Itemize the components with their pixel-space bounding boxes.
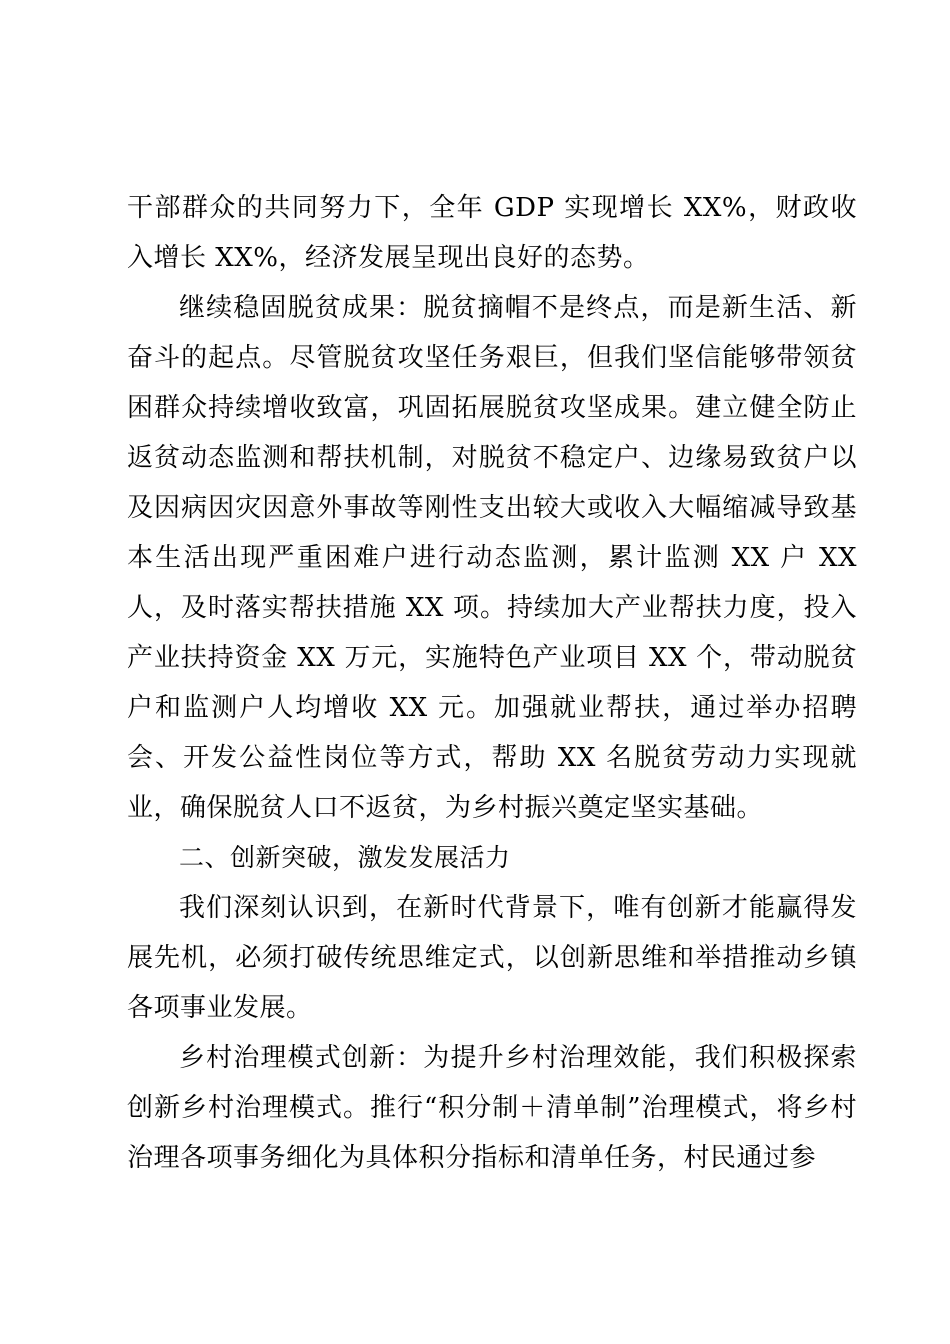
document-body	[127, 183, 857, 1183]
paragraph-continuation: 干部群众的共同努力下，全年 GDP 实现增长 XX%，财政收入增长 XX%，经济发展呈现出良好的态势。	[127, 193, 857, 273]
paragraph-poverty-results: 继续稳固脱贫成果：脱贫摘帽不是终点，而是新生活、新奋斗的起点。尽管脱贫攻坚任务艰巨，但我们坚信能够带领贫困群众持续增收致富，巩固拓展脱贫攻坚成果。建立健全防止返贫动态监测和帮扶机制，对脱贫不稳定户、边缘易致贫户以及因病因灾因意外事故等刚性支出较大或收入大幅缩减导致基本生活出现严重困难户进行动态监测，累计监测 XX 户 XX 人，及时落实帮扶措施 XX 项。持续加大产业帮扶力度，投入产业扶持资金 XX 万元，实施特色产业项目 XX 个，带动脱贫户和监测户人均增收 XX 元。加强就业帮扶，通过举办招聘会、开发公益性岗位等方式，帮助 XX 名脱贫劳动力实现就业，确保脱贫人口不返贫，为乡村振兴奠定坚实基础。	[127, 293, 857, 823]
section-heading-innovation: 二、创新突破，激发发展活力	[179, 843, 511, 872]
paragraph-governance-innovation: 乡村治理模式创新：为提升乡村治理效能，我们积极探索创新乡村治理模式。推行“积分制＋清单制”治理模式，将乡村治理各项事务细化为具体积分指标和清单任务，村民通过参	[127, 1043, 857, 1173]
paragraph-innovation-intro: 我们深刻认识到，在新时代背景下，唯有创新才能赢得发展先机，必须打破传统思维定式，以创新思维和举措推动乡镇各项事业发展。	[127, 893, 857, 1023]
